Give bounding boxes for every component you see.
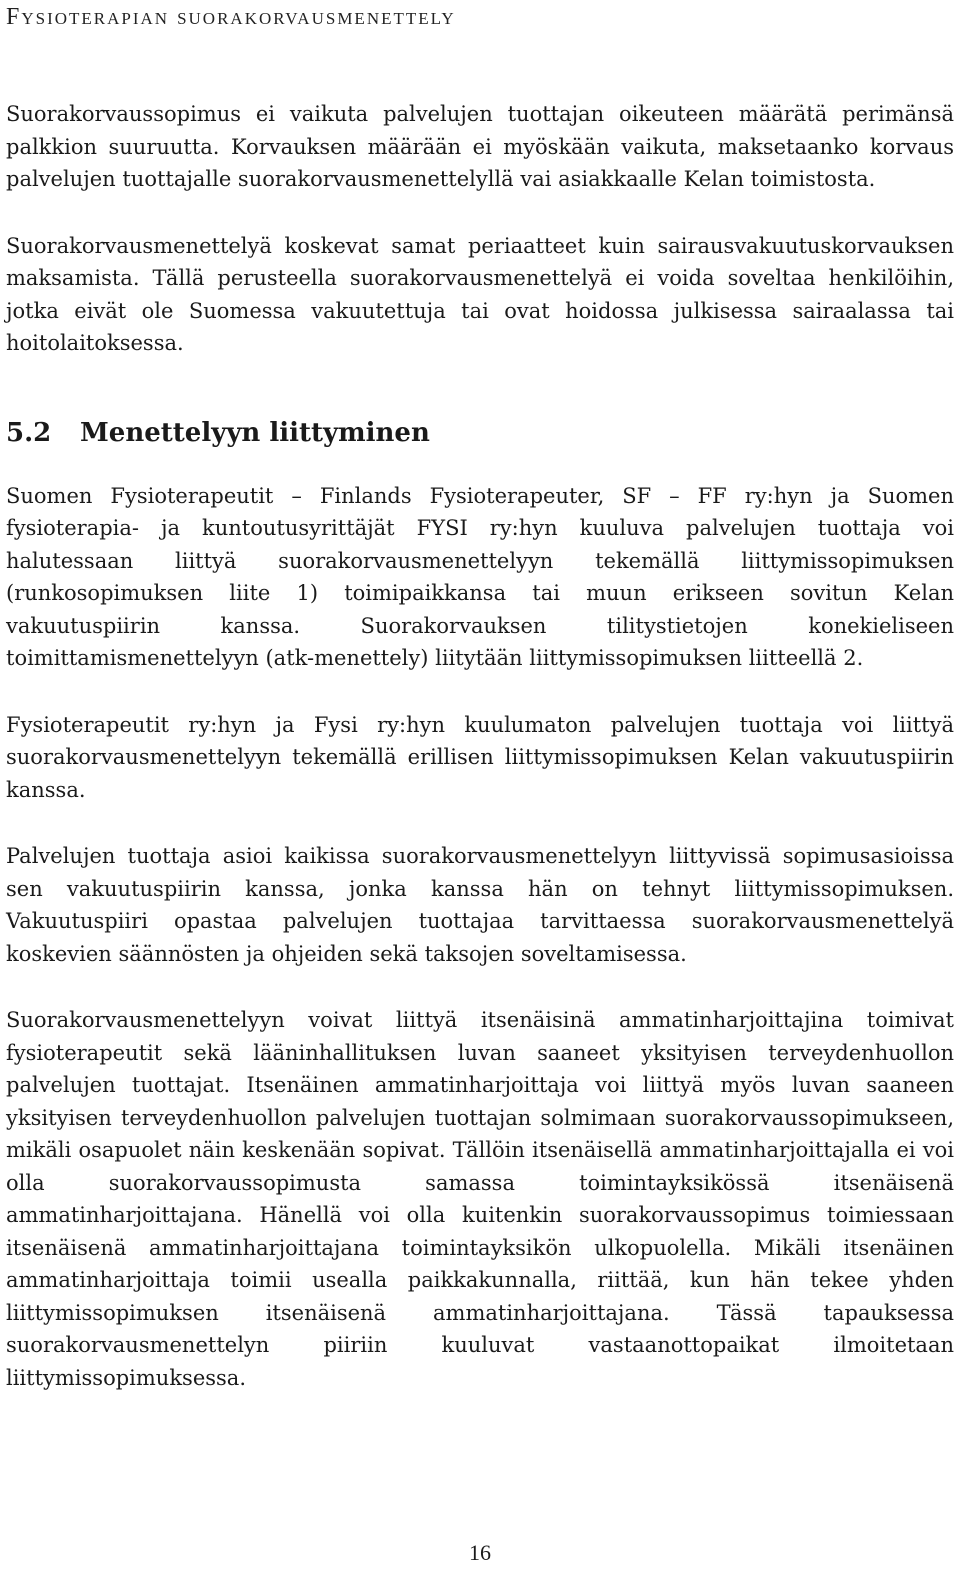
running-header: Fysioterapian suorakorvausmenettely bbox=[6, 4, 456, 30]
document-page bbox=[6, 0, 954, 1580]
page-number: 16 bbox=[469, 1540, 491, 1565]
document-body bbox=[6, 98, 954, 1394]
paragraph-gap bbox=[6, 970, 954, 1004]
paragraph-intro-2: Suorakorvausmenettelyä koskevat samat periaatteet kuin sairausvakuutuskorvauksen maksamista. Tällä perusteella suorakorvausmenettelyä ei voida soveltaa henkilöihin, jotka eivät ole Suomessa vakuutettuja tai ovat hoidossa julkisessa sairaalassa tai hoitolaitoksessa. bbox=[6, 233, 954, 355]
paragraph-gap bbox=[6, 196, 954, 230]
paragraph-section-1: Suomen Fysioterapeutit – Finlands Fysioterapeuter, SF – FF ry:hyn ja Suomen fysioterapia- ja kuntoutusyrittäjät FYSI ry:hyn kuuluva palvelujen tuottaja voi halutessaan liittyä suorakorvausmenettelyyn tekemällä liittymissopimuksen (runkosopimuksen liite 1) toimipaikkansa tai muun erikseen sovitun Kelan vakuutuspiirin kanssa. Suorakorvauksen tilitystietojen konekieliseen toimittamismenettelyyn (atk-menettely) liitytään liittymissopimuksen liitteellä 2. bbox=[6, 483, 954, 670]
paragraph-gap bbox=[6, 806, 954, 840]
section-heading bbox=[6, 416, 954, 450]
paragraph-section-2: Fysioterapeutit ry:hyn ja Fysi ry:hyn kuulumaton palvelujen tuottaja voi liittyä suorakorvausmenettelyyn tekemällä erillisen liittymissopimuksen Kelan vakuutuspiirin kanssa. bbox=[6, 712, 954, 802]
paragraph-intro-1: Suorakorvaussopimus ei vaikuta palvelujen tuottajan oikeuteen määrätä perimänsä palkkion suuruutta. Korvauksen määrään ei myöskään vaikuta, maksetaanko korvaus palvelujen tuottajalle suorakorvausmenettelyllä vai asiakkaalle Kelan toimistosta. bbox=[6, 102, 954, 191]
paragraph-gap bbox=[6, 675, 954, 709]
section-title: Menettelyyn liittyminen bbox=[80, 417, 430, 448]
section-number: 5.2 bbox=[6, 417, 52, 448]
paragraph-section-4: Suorakorvausmenettelyyn voivat liittyä itsenäisinä ammatinharjoittajina toimivat fysioterapeutit sekä lääninhallituksen luvan saaneet yksityisen terveydenhuollon palvelujen tuottajat. Itsenäinen ammatinharjoittaja voi liittyä myös luvan saaneen yksityisen terveydenhuollon palvelujen tuottajan solmimaan suorakorvaussopimukseen, mikäli osapuolet näin keskenään sopivat. Tällöin itsenäisellä ammatinharjoittajalla ei voi olla suorakorvaussopimusta samassa toimintayksikössä itsenäisenä ammatinharjoittajana. Hänellä voi olla kuitenkin suorakorvaussopimus toimiessaan itsenäisenä ammatinharjoittajana toimintayksikön ulkopuolella. Mikäli itsenäinen ammatinharjoittaja toimii usealla paikkakunnalla, riittää, kun hän tekee yhden liittymissopimuksen itsenäisenä ammatinharjoittajana. Tässä tapauksessa suorakorvausmenettelyn piiriin kuuluvat vastaanottopaikat ilmoitetaan liittymissopimuksessa. bbox=[6, 1008, 954, 1390]
paragraph-section-3: Palvelujen tuottaja asioi kaikissa suorakorvausmenettelyyn liittyvissä sopimusasioissa sen vakuutuspiirin kanssa, jonka kanssa hän on tehnyt liittymissopimuksen. Vakuutuspiiri opastaa palvelujen tuottajaa tarvittaessa suorakorvausmenettelyä koskevien säännösten ja ohjeiden sekä taksojen soveltamisessa. bbox=[6, 844, 954, 966]
